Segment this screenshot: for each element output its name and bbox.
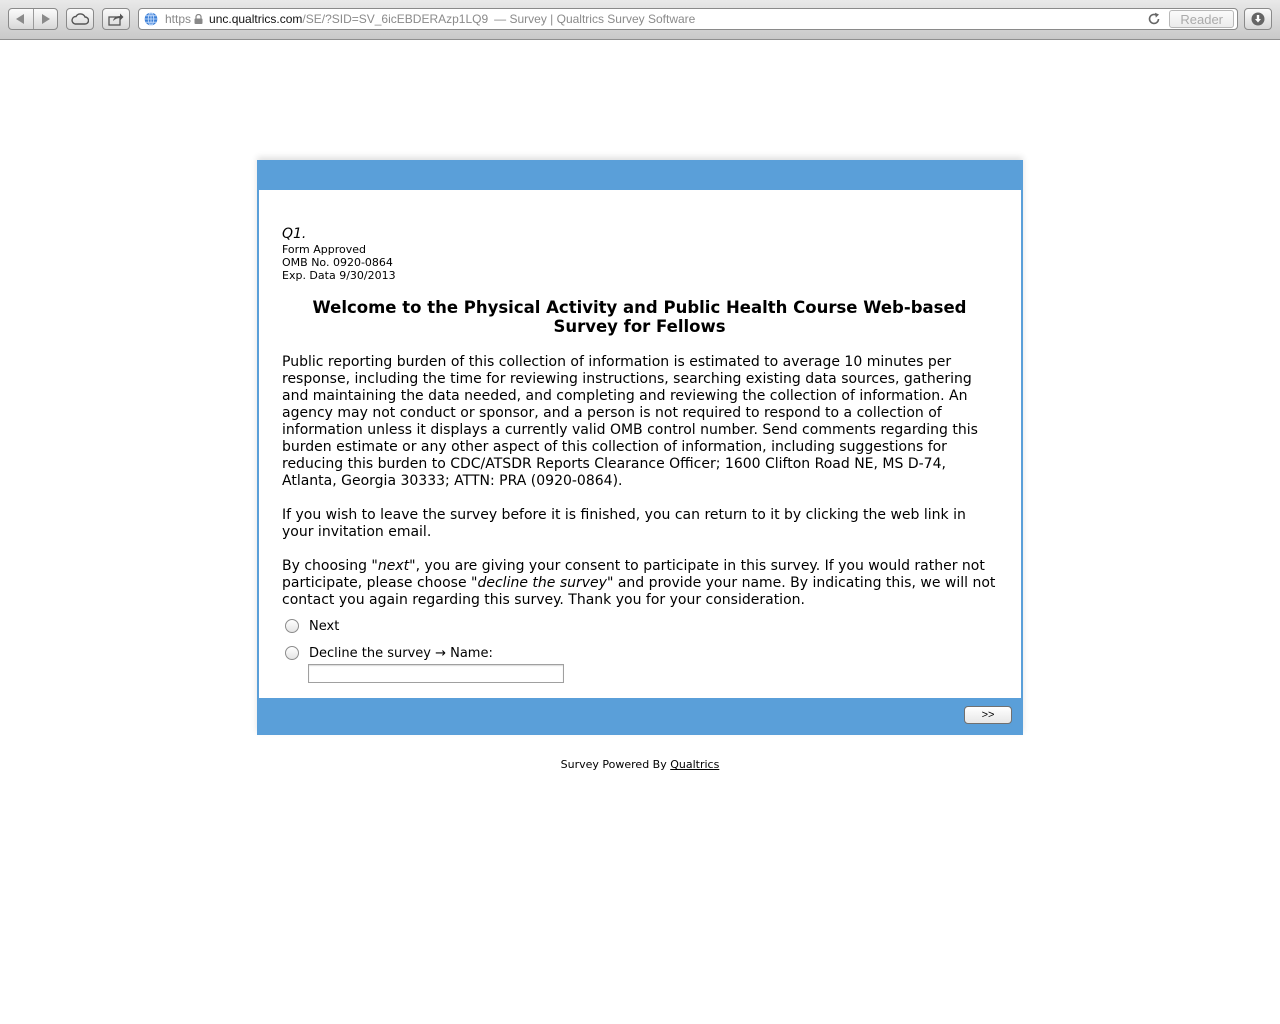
back-arrow-icon — [16, 14, 25, 24]
address-bar[interactable] — [138, 8, 1238, 30]
reload-icon[interactable] — [1147, 12, 1161, 26]
reader-button[interactable]: Reader — [1169, 10, 1234, 28]
question-number: Q1. — [282, 226, 307, 242]
navigation-buttons — [8, 8, 58, 30]
survey-footer — [0, 758, 1280, 771]
consent-statement: By choosing "next", you are giving your consent to participate in this survey. If you would rather not participate, please choose "decline the survey" and provide your name. By indicating this, we will not contact you again regarding this survey. Thank you for your consideration. — [282, 558, 996, 608]
omb-number-line: OMB No. 0920-0864 — [282, 256, 393, 269]
decline-name-input[interactable] — [308, 664, 564, 683]
survey-body — [259, 190, 1021, 698]
downloads-button[interactable] — [1244, 8, 1272, 30]
forward-button[interactable] — [33, 9, 57, 29]
choice-decline[interactable] — [282, 644, 997, 662]
back-button[interactable] — [9, 9, 33, 29]
consent-decline-phrase: decline the survey — [477, 575, 607, 591]
forward-arrow-icon — [41, 14, 50, 24]
choice-decline-label: Decline the survey → Name: — [309, 645, 493, 661]
burden-statement: Public reporting burden of this collection of information is estimated to average 10 minutes per response, including the time for reviewing instructions, searching existing data sources, gathering and maintaining the data needed, and completing and reviewing the collection of information. An agency may not conduct or sponsor, and a person is not required to respond to a collection of information unless it displays a currently valid OMB control number. Send comments regarding this burden estimate or any other aspect of this collection of information, including suggestions for reducing this burden to CDC/ATSDR Reports Clearance Officer; 1600 Clifton Road NE, MS D-74, Atlanta, Georgia 30333; ATTN: PRA (0920-0864). — [282, 354, 978, 489]
radio-next[interactable] — [285, 619, 299, 633]
url-scheme: https — [165, 12, 192, 26]
share-icon — [108, 13, 124, 26]
url-domain: unc.qualtrics.com — [209, 12, 303, 26]
return-instructions: If you wish to leave the survey before it is finished, you can return to it by clicking the web link in your invitation email. — [282, 507, 966, 540]
qualtrics-link[interactable]: Qualtrics — [670, 758, 720, 771]
survey-title: Welcome to the Physical Activity and Public Health Course Web-based Survey for Fellows — [312, 298, 967, 336]
radio-decline[interactable] — [285, 646, 299, 660]
footer-text: Survey Powered By — [560, 758, 671, 771]
survey-container — [257, 160, 1023, 735]
icloud-tabs-button[interactable] — [66, 8, 94, 30]
icloud-tabs-icon — [71, 13, 89, 25]
consent-next-word: next — [377, 558, 410, 574]
url-path: /SE/?SID=SV_6icEBDERAzp1LQ9 — [302, 12, 489, 26]
lock-icon — [194, 14, 203, 24]
form-approved-line: Form Approved — [282, 243, 366, 256]
share-button[interactable] — [102, 8, 130, 30]
expiration-date-line: Exp. Data 9/30/2013 — [282, 269, 396, 282]
downloads-icon — [1251, 12, 1265, 26]
next-page-button[interactable]: >> — [964, 706, 1012, 724]
browser-toolbar — [0, 0, 1280, 40]
globe-icon — [144, 12, 158, 26]
choice-next-label: Next — [309, 618, 340, 634]
choice-next[interactable] — [282, 617, 997, 635]
page-title: — Survey | Qualtrics Survey Software — [494, 12, 696, 26]
